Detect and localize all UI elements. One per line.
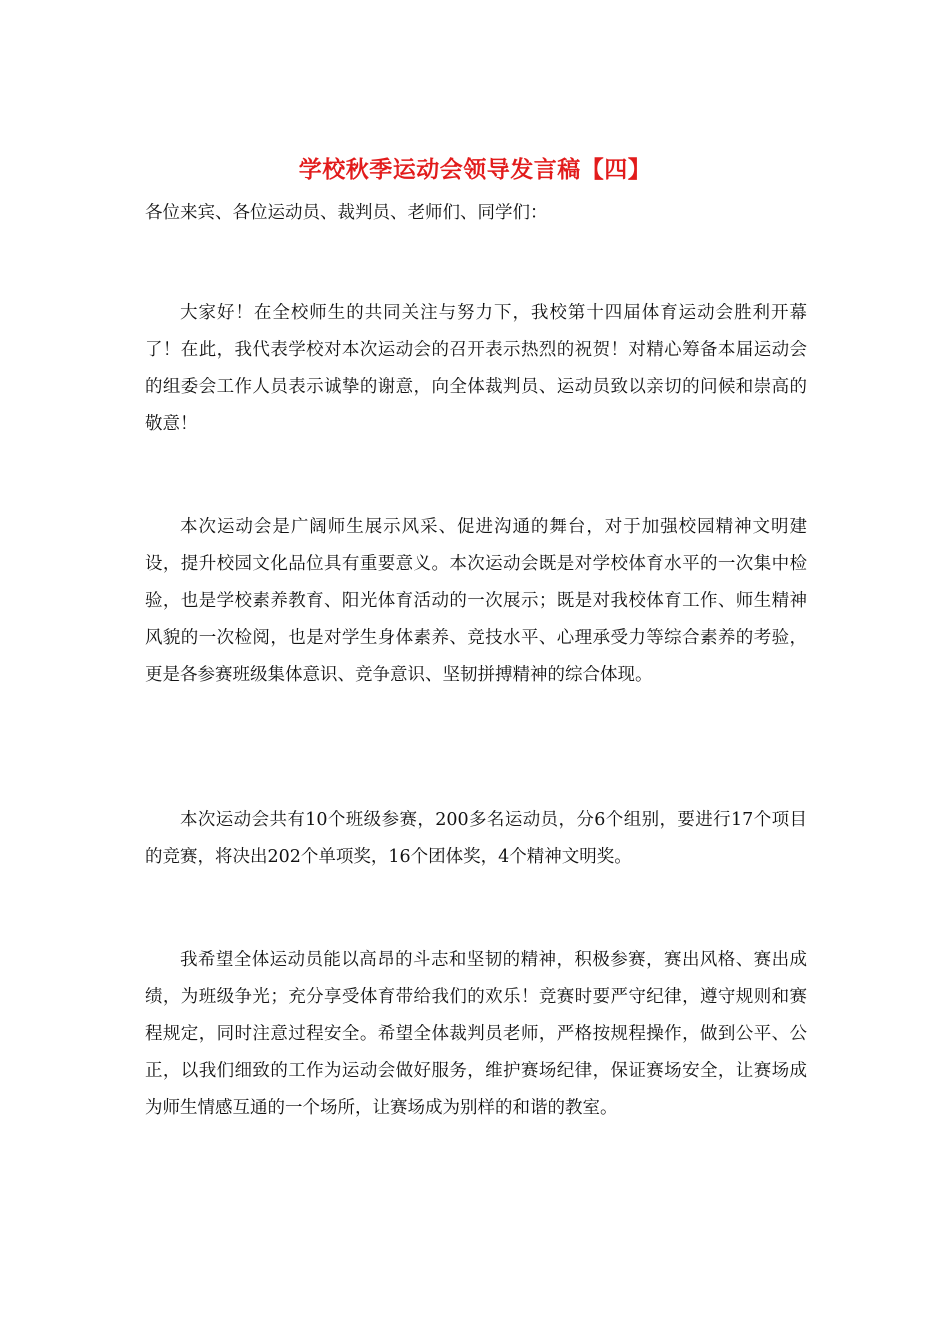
paragraph-statistics: 本次运动会共有10个班级参赛，200多名运动员，分6个组别，要进行17个项目的竞赛，将决出202个单项奖，16个团体奖，4个精神文明奖。 [145, 810, 807, 867]
paragraph-hopes: 我希望全体运动员能以高昂的斗志和坚韧的精神，积极参赛，赛出风格、赛出成绩，为班级争光；充分享受体育带给我们的欢乐！竞赛时要严守纪律，遵守规则和赛程规定，同时注意过程安全。希望全体裁判员老师，严格按规程操作，做到公平、公正，以我们细致的工作为运动会做好服务，维护赛场纪律，保证赛场安全，让赛场成为师生情感互通的一个场所，让赛场成为别样的和谐的教室。 [145, 950, 807, 1118]
salutation: 各位来宾、各位运动员、裁判员、老师们、同学们： [145, 203, 548, 223]
document-title: 学校秋季运动会领导发言稿【四】 [298, 156, 652, 183]
paragraph-opening: 大家好！在全校师生的共同关注与努力下，我校第十四届体育运动会胜利开幕了！在此，我代表学校对本次运动会的召开表示热烈的祝贺！对精心筹备本届运动会的组委会工作人员表示诚挚的谢意，向全体裁判员、运动员致以亲切的问候和崇高的敬意！ [145, 303, 807, 434]
paragraph-significance: 本次运动会是广阔师生展示风采、促进沟通的舞台，对于加强校园精神文明建设，提升校园文化品位具有重要意义。本次运动会既是对学校体育水平的一次集中检验，也是学校素养教育、阳光体育活动的一次展示；既是对我校体育工作、师生精神风貌的一次检阅，也是对学生身体素养、竞技水平、心理承受力等综合素养的考验，更是各参赛班级集体意识、竞争意识、坚韧拼搏精神的综合体现。 [145, 517, 807, 685]
